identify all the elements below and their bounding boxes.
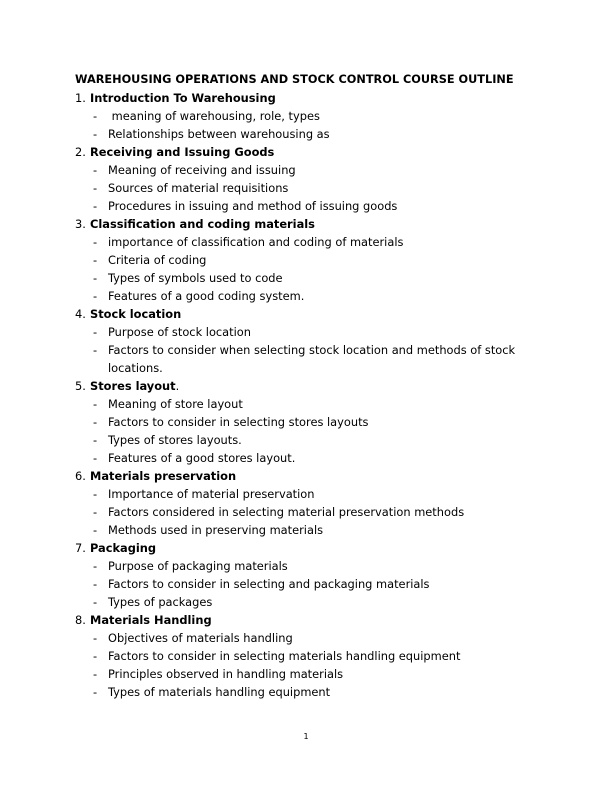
list-item	[75, 665, 555, 683]
list-item	[75, 179, 555, 197]
section-title: Materials preservation	[90, 469, 237, 483]
dash-bullet-icon: -	[93, 685, 98, 699]
section-6	[75, 467, 555, 539]
dash-bullet-icon: -	[93, 559, 98, 573]
section-number: 6.	[75, 469, 86, 483]
section-4	[75, 305, 555, 377]
section-title: Stock location	[90, 307, 182, 321]
list-item	[75, 269, 555, 287]
list-item-text: Types of materials handling equipment	[108, 685, 331, 699]
list-item	[75, 557, 555, 575]
list-item-text: Factors to consider in selecting stores layouts	[108, 415, 369, 429]
section-heading	[75, 143, 555, 161]
section-title: Stores layout	[90, 379, 176, 393]
section-heading	[75, 539, 555, 557]
dash-bullet-icon: -	[93, 631, 98, 645]
dash-bullet-icon: -	[93, 181, 98, 195]
list-item	[75, 197, 555, 215]
section-title: Packaging	[90, 541, 157, 555]
list-item	[75, 521, 555, 539]
list-item-text: meaning of warehousing, role, types	[108, 109, 320, 123]
list-item	[75, 629, 555, 647]
list-item-text: Sources of material requisitions	[108, 181, 289, 195]
section-number: 7.	[75, 541, 86, 555]
list-item-text: Types of packages	[108, 595, 213, 609]
list-item-text: Factors to consider in selecting and packaging materials	[108, 577, 430, 591]
dash-bullet-icon: -	[93, 235, 98, 249]
page-number: 1	[303, 732, 309, 741]
document-title: WAREHOUSING OPERATIONS AND STOCK CONTROL COURSE OUTLINE	[75, 73, 514, 86]
dash-bullet-icon: -	[93, 433, 98, 447]
section-7	[75, 539, 555, 611]
dash-bullet-icon: -	[93, 523, 98, 537]
list-item-text: Types of stores layouts.	[108, 433, 242, 447]
sections-list	[75, 89, 555, 701]
list-item	[75, 431, 555, 449]
dash-bullet-icon: -	[93, 109, 98, 123]
list-item	[75, 503, 555, 521]
list-item	[75, 575, 555, 593]
section-title: Materials Handling	[90, 613, 212, 627]
section-heading	[75, 305, 555, 323]
dash-bullet-icon: -	[93, 595, 98, 609]
section-heading	[75, 215, 555, 233]
dash-bullet-icon: -	[93, 505, 98, 519]
list-item	[75, 233, 555, 251]
list-item	[75, 683, 555, 701]
section-number: 1.	[75, 91, 86, 105]
dash-bullet-icon: -	[93, 253, 98, 267]
section-number: 5.	[75, 379, 86, 393]
section-number: 4.	[75, 307, 86, 321]
list-item	[75, 395, 555, 413]
section-heading	[75, 377, 555, 395]
section-title-suffix: .	[175, 379, 180, 393]
section-title: Receiving and Issuing Goods	[90, 145, 275, 159]
dash-bullet-icon: -	[93, 127, 98, 141]
dash-bullet-icon: -	[93, 649, 98, 663]
dash-bullet-icon: -	[93, 289, 98, 303]
list-item	[75, 107, 555, 125]
list-item	[75, 287, 555, 305]
list-item-text: Features of a good stores layout.	[108, 451, 296, 465]
section-title: Introduction To Warehousing	[90, 91, 276, 105]
dash-bullet-icon: -	[93, 577, 98, 591]
list-item-text: importance of classification and coding of materials	[108, 235, 404, 249]
dash-bullet-icon: -	[93, 271, 98, 285]
list-item	[75, 125, 555, 143]
list-item	[75, 251, 555, 269]
list-item-text: Purpose of packaging materials	[108, 559, 288, 573]
section-heading	[75, 467, 555, 485]
list-item-continuation: locations.	[108, 361, 163, 375]
list-item-text: Features of a good coding system.	[108, 289, 305, 303]
dash-bullet-icon: -	[93, 343, 98, 357]
dash-bullet-icon: -	[93, 199, 98, 213]
dash-bullet-icon: -	[93, 451, 98, 465]
list-item	[75, 161, 555, 179]
section-heading	[75, 89, 555, 107]
list-item-text: Meaning of store layout	[108, 397, 243, 411]
list-item-text: Principles observed in handling materials	[108, 667, 344, 681]
list-item-text: Purpose of stock location	[108, 325, 251, 339]
list-item	[75, 485, 555, 503]
list-item-text: Criteria of coding	[108, 253, 207, 267]
section-2	[75, 143, 555, 215]
list-item-text: Procedures in issuing and method of issuing goods	[108, 199, 398, 213]
dash-bullet-icon: -	[93, 667, 98, 681]
section-heading	[75, 611, 555, 629]
dash-bullet-icon: -	[93, 397, 98, 411]
section-8	[75, 611, 555, 701]
dash-bullet-icon: -	[93, 415, 98, 429]
dash-bullet-icon: -	[93, 487, 98, 501]
list-item-text: Meaning of receiving and issuing	[108, 163, 296, 177]
list-item	[75, 647, 555, 665]
list-item-text: Factors to consider in selecting materials handling equipment	[108, 649, 461, 663]
dash-bullet-icon: -	[93, 325, 98, 339]
section-number: 8.	[75, 613, 86, 627]
section-1	[75, 89, 555, 143]
list-item-text: Factors to consider when selecting stock location and methods of stock	[108, 343, 516, 357]
list-item	[75, 593, 555, 611]
list-item	[75, 449, 555, 467]
dash-bullet-icon: -	[93, 163, 98, 177]
list-item-text: Types of symbols used to code	[108, 271, 283, 285]
section-5	[75, 377, 555, 467]
list-item-text: Relationships between warehousing as	[108, 127, 330, 141]
list-item	[75, 323, 555, 341]
list-item-text: Factors considered in selecting material preservation methods	[108, 505, 465, 519]
section-number: 2.	[75, 145, 86, 159]
section-3	[75, 215, 555, 305]
list-item	[75, 341, 555, 359]
section-number: 3.	[75, 217, 86, 231]
section-title: Classification and coding materials	[90, 217, 315, 231]
list-item-text: Importance of material preservation	[108, 487, 315, 501]
list-item-text: Methods used in preserving materials	[108, 523, 324, 537]
list-item-text: Objectives of materials handling	[108, 631, 293, 645]
course-outline	[75, 71, 555, 701]
list-item	[75, 413, 555, 431]
